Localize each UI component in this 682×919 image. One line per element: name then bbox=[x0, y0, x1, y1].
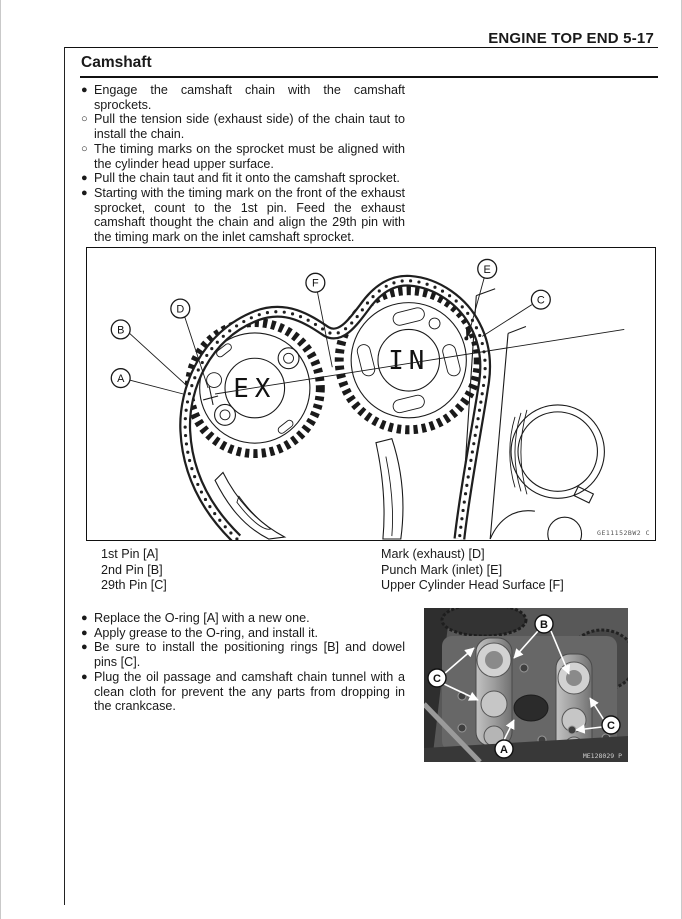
svg-text:C: C bbox=[607, 720, 615, 732]
instruction-item bbox=[81, 112, 405, 141]
callout-d bbox=[171, 299, 190, 318]
instruction-item bbox=[81, 670, 405, 714]
timing-diagram-drawing bbox=[87, 248, 655, 540]
svg-text:D: D bbox=[176, 303, 185, 316]
inlet-sprocket-label: IN bbox=[388, 346, 430, 377]
spark-plug-hole bbox=[514, 695, 548, 721]
timing-diagram bbox=[86, 247, 656, 541]
callout-a bbox=[111, 369, 130, 388]
svg-text:C: C bbox=[433, 673, 441, 685]
instruction-item bbox=[81, 611, 405, 626]
instructions-top bbox=[81, 83, 405, 245]
svg-text:F: F bbox=[312, 277, 319, 290]
instruction-text: Plug the oil passage and camshaft chain tunnel with a clean cloth for prevent the any parts from dropping in the crankcase. bbox=[94, 669, 405, 714]
chain-guide-rear bbox=[376, 439, 403, 539]
instruction-text: Starting with the timing mark on the front of the exhaust sprocket, count to the 1st pin. Feed the exhaust camshaft thought the chain and align the 29th pin with the timing mark on the inlet camshaft sprocket. bbox=[94, 185, 405, 245]
callout-c bbox=[531, 290, 550, 309]
bullet-marker: ● bbox=[81, 670, 88, 683]
camshaft-left bbox=[476, 638, 512, 746]
callout-f bbox=[306, 273, 325, 292]
instruction-text: Engage the camshaft chain with the camshaft sprockets. bbox=[94, 83, 405, 112]
photo-drawing bbox=[424, 608, 628, 762]
instruction-text: Pull the chain taut and fit it onto the camshaft sprocket. bbox=[94, 171, 400, 186]
photo-figure-code: ME128029 P bbox=[582, 752, 622, 760]
exhaust-sprocket-label: EX bbox=[233, 373, 277, 404]
bullet-marker: ● bbox=[81, 84, 88, 96]
bullet-marker: ● bbox=[81, 612, 88, 624]
page-header: ENGINE TOP END 5-17 bbox=[488, 30, 654, 47]
section-title: Camshaft bbox=[81, 54, 152, 71]
instruction-item bbox=[81, 626, 405, 641]
legend-item: 1st Pin [A] bbox=[101, 547, 159, 561]
callout-e bbox=[478, 259, 497, 278]
instruction-item bbox=[81, 142, 405, 171]
piston bbox=[510, 405, 605, 503]
svg-text:B: B bbox=[117, 324, 125, 337]
legend-item: 2nd Pin [B] bbox=[101, 562, 163, 577]
legend-right-column bbox=[381, 547, 564, 594]
legend-item: Upper Cylinder Head Surface [F] bbox=[381, 578, 564, 593]
bullet-marker: ● bbox=[81, 186, 88, 199]
svg-text:A: A bbox=[500, 744, 508, 756]
legend-item: Mark (exhaust) [D] bbox=[381, 547, 485, 561]
instruction-item bbox=[81, 171, 405, 186]
bullet-marker: ○ bbox=[81, 142, 88, 155]
svg-text:C: C bbox=[536, 294, 545, 307]
bullet-marker: ● bbox=[81, 172, 88, 185]
instructions-bottom bbox=[81, 611, 405, 714]
bullet-marker: ● bbox=[81, 626, 88, 639]
diagram-figure-code: GE11152BW2 C bbox=[597, 529, 650, 537]
legend-item: 29th Pin [C] bbox=[101, 578, 167, 593]
svg-text:A: A bbox=[117, 373, 125, 386]
instruction-text: Apply grease to the O-ring, and install it. bbox=[94, 625, 319, 640]
instruction-text: The timing marks on the sprocket must be aligned with the cylinder head upper surface. bbox=[94, 141, 405, 171]
cylinder-head-photo bbox=[424, 608, 628, 762]
legend-left-column bbox=[101, 547, 167, 594]
instruction-text: Replace the O-ring [A] with a new one. bbox=[94, 611, 310, 625]
photo-callout-c-right bbox=[602, 716, 620, 734]
instruction-item bbox=[81, 83, 405, 112]
callout-b bbox=[111, 320, 130, 339]
legend-item: Punch Mark (inlet) [E] bbox=[381, 562, 503, 577]
photo-callout-c-left bbox=[428, 669, 446, 687]
instruction-item bbox=[81, 640, 405, 669]
photo-callout-b bbox=[535, 615, 553, 633]
instruction-text: Be sure to install the positioning rings [B] and dowel pins [C]. bbox=[94, 640, 405, 670]
bullet-marker: ● bbox=[81, 641, 88, 654]
left-margin-rule bbox=[64, 47, 65, 905]
bullet-marker: ○ bbox=[81, 113, 88, 126]
photo-callout-a bbox=[495, 740, 513, 758]
svg-text:E: E bbox=[483, 263, 491, 276]
instruction-item bbox=[81, 186, 405, 245]
svg-text:B: B bbox=[540, 619, 548, 631]
instruction-text: Pull the tension side (exhaust side) of the chain taut to install the chain. bbox=[94, 112, 405, 142]
header-rule bbox=[64, 47, 658, 48]
section-rule bbox=[80, 76, 658, 78]
